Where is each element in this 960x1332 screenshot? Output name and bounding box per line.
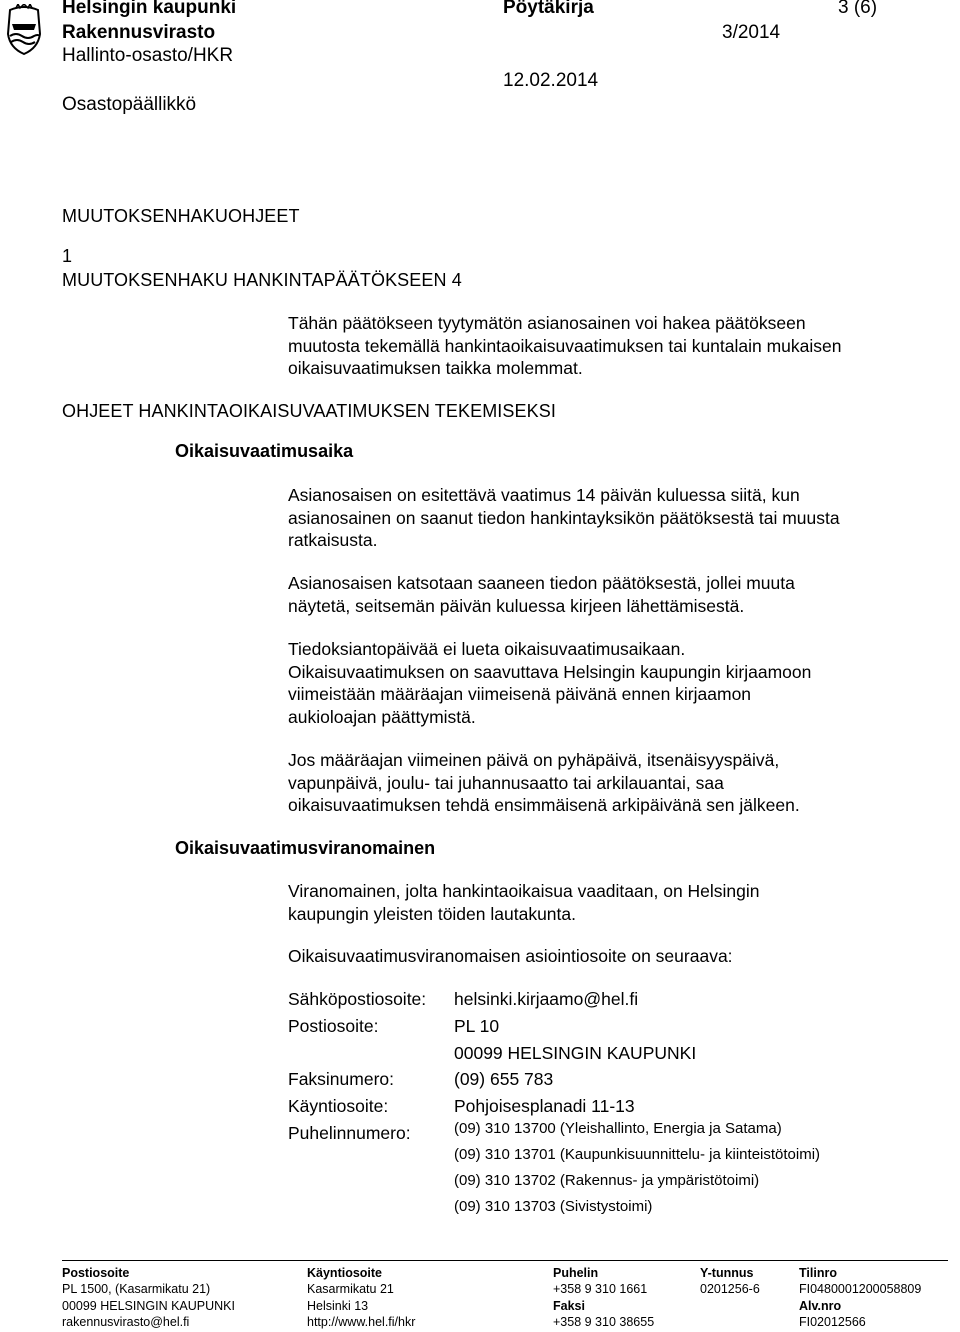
email-link[interactable]: helsinki.kirjaamo@hel.fi bbox=[454, 989, 639, 1009]
footer-text: Helsinki 13 bbox=[307, 1298, 369, 1313]
footer-heading: Puhelin bbox=[553, 1266, 599, 1280]
document-date: 12.02.2014 bbox=[503, 70, 599, 91]
document-type: Pöytäkirja bbox=[503, 0, 594, 18]
text-line: oikaisuvaatimuksen taikka molemmat. bbox=[288, 358, 583, 378]
intro-paragraph bbox=[288, 312, 948, 380]
text-line: Asianosaisen on esitettävä vaatimus 14 päivän kuluessa siitä, kun bbox=[288, 485, 800, 505]
authority-paragraph-1 bbox=[288, 880, 948, 925]
footer-heading: Alv.nro bbox=[799, 1298, 842, 1313]
footer-heading: Faksi bbox=[553, 1298, 585, 1313]
text-line: Asianosaisen katsotaan saaneen tiedon päätöksestä, jollei muuta bbox=[288, 573, 795, 593]
text-line: Viranomainen, jolta hankintaoikaisua vaaditaan, on Helsingin bbox=[288, 881, 760, 901]
helsinki-coat-of-arms-logo bbox=[2, 4, 46, 56]
email-label: Sähköpostiosoite: bbox=[288, 989, 427, 1009]
authority-paragraph-2 bbox=[288, 945, 948, 968]
instructions-title: OHJEET HANKINTAOIKAISUVAATIMUKSEN TEKEMISEKSI bbox=[62, 401, 556, 421]
section-number: 1 bbox=[62, 246, 73, 266]
deadline-paragraph-1 bbox=[288, 484, 948, 552]
footer-text: +358 9 310 38655 bbox=[553, 1314, 655, 1329]
text-line: vapunpäivä, joulu- tai juhannusaatto tai arkilauantai, saa bbox=[288, 772, 724, 793]
footer-business-id bbox=[700, 1265, 760, 1298]
footer-website-link[interactable]: http://www.hel.fi/hkr bbox=[307, 1314, 416, 1329]
visit-value: Pohjoisesplanadi 11-13 bbox=[454, 1096, 635, 1116]
deadline-paragraph-4 bbox=[288, 749, 948, 817]
footer-email-link[interactable]: rakennusvirasto@hel.fi bbox=[62, 1314, 190, 1329]
text-line: Tiedoksiantopäivää ei lueta oikaisuvaatimusaikaan. bbox=[288, 639, 686, 659]
post-value-city: 00099 HELSINGIN KAUPUNKI bbox=[454, 1043, 697, 1063]
footer-text: 00099 HELSINGIN KAUPUNKI bbox=[62, 1298, 235, 1313]
footer-visit bbox=[307, 1265, 415, 1330]
post-value: PL 10 bbox=[454, 1016, 500, 1036]
section-title: MUUTOKSENHAKU HANKINTAPÄÄTÖKSEEN 4 bbox=[62, 270, 462, 290]
post-label: Postiosoite: bbox=[288, 1016, 379, 1036]
text-line: Jos määräajan viimeinen päivä on pyhäpäivä, itsenäisyyspäivä, bbox=[288, 750, 780, 770]
footer-heading: Tilinro bbox=[799, 1266, 837, 1280]
footer-divider bbox=[62, 1260, 948, 1261]
unit-name: Hallinto-osasto/HKR bbox=[62, 45, 234, 66]
phone-number: (09) 310 13700 (Yleishallinto, Energia ja Satama) bbox=[454, 1120, 782, 1137]
text-line: kaupungin yleisten töiden lautakunta. bbox=[288, 903, 576, 924]
footer-text: Kasarmikatu 21 bbox=[307, 1282, 394, 1297]
text-line: asianosainen on saanut tiedon hankintayksikön päätöksestä tai muusta bbox=[288, 507, 840, 528]
document-number: 3/2014 bbox=[722, 22, 781, 43]
text-line: Oikaisuvaatimusviranomaisen asiointiosoite on seuraava: bbox=[288, 946, 733, 966]
phone-number: (09) 310 13702 (Rakennus- ja ympäristötoimi) bbox=[454, 1172, 760, 1189]
org-name: Helsingin kaupunki bbox=[62, 0, 237, 18]
footer-heading: Postiosoite bbox=[62, 1266, 130, 1280]
footer-account bbox=[799, 1265, 921, 1330]
footer-text: FI0480001200058809 bbox=[799, 1282, 922, 1297]
phone-number: (09) 310 13701 (Kaupunkisuunnittelu- ja kiinteistötoimi) bbox=[454, 1146, 821, 1163]
text-line: viimeistään määräajan viimeisenä päivänä ennen kirjaamon bbox=[288, 684, 752, 704]
text-line: ratkaisusta. bbox=[288, 530, 378, 550]
text-line: oikaisuvaatimuksen tehdä ensimmäisenä arkipäivänä sen jälkeen. bbox=[288, 795, 800, 815]
text-line: näytetä, seitsemän päivän kuluessa kirjeen lähettämisestä. bbox=[288, 595, 745, 616]
text-line: aukioloajan päättymistä. bbox=[288, 706, 476, 727]
fax-value: (09) 655 783 bbox=[454, 1069, 554, 1089]
department-name: Rakennusvirasto bbox=[62, 22, 216, 43]
page-number: 3 (6) bbox=[838, 0, 878, 18]
footer-postal bbox=[62, 1265, 235, 1330]
phone-number: (09) 310 13703 (Sivistystoimi) bbox=[454, 1198, 653, 1215]
footer-text: PL 1500, (Kasarmikatu 21) bbox=[62, 1282, 211, 1297]
main-title: MUUTOKSENHAKUOHJEET bbox=[62, 206, 300, 226]
visit-label: Käyntiosoite: bbox=[288, 1096, 389, 1116]
text-line: Oikaisuvaatimuksen on saavuttava Helsingin kaupungin kirjaamoon bbox=[288, 661, 812, 682]
deadline-heading: Oikaisuvaatimusaika bbox=[175, 441, 354, 461]
text-line: muutosta tekemällä hankintaoikaisuvaatimuksen tai kuntalain mukaisen bbox=[288, 335, 842, 356]
deadline-paragraph-2 bbox=[288, 572, 948, 617]
phone-label: Puhelinnumero: bbox=[288, 1123, 411, 1143]
footer-heading: Käyntiosoite bbox=[307, 1266, 383, 1280]
authority-heading: Oikaisuvaatimusviranomainen bbox=[175, 838, 436, 858]
footer-text: 0201256-6 bbox=[700, 1282, 760, 1297]
role-title: Osastopäällikkö bbox=[62, 94, 197, 115]
footer-text: +358 9 310 1661 bbox=[553, 1282, 648, 1297]
fax-label: Faksinumero: bbox=[288, 1069, 395, 1089]
footer-heading: Y-tunnus bbox=[700, 1266, 754, 1280]
footer-phone bbox=[553, 1265, 654, 1330]
footer-text: FI02012566 bbox=[799, 1314, 866, 1329]
deadline-paragraph-3 bbox=[288, 638, 948, 728]
text-line: Tähän päätökseen tyytymätön asianosainen voi hakea päätökseen bbox=[288, 313, 806, 333]
